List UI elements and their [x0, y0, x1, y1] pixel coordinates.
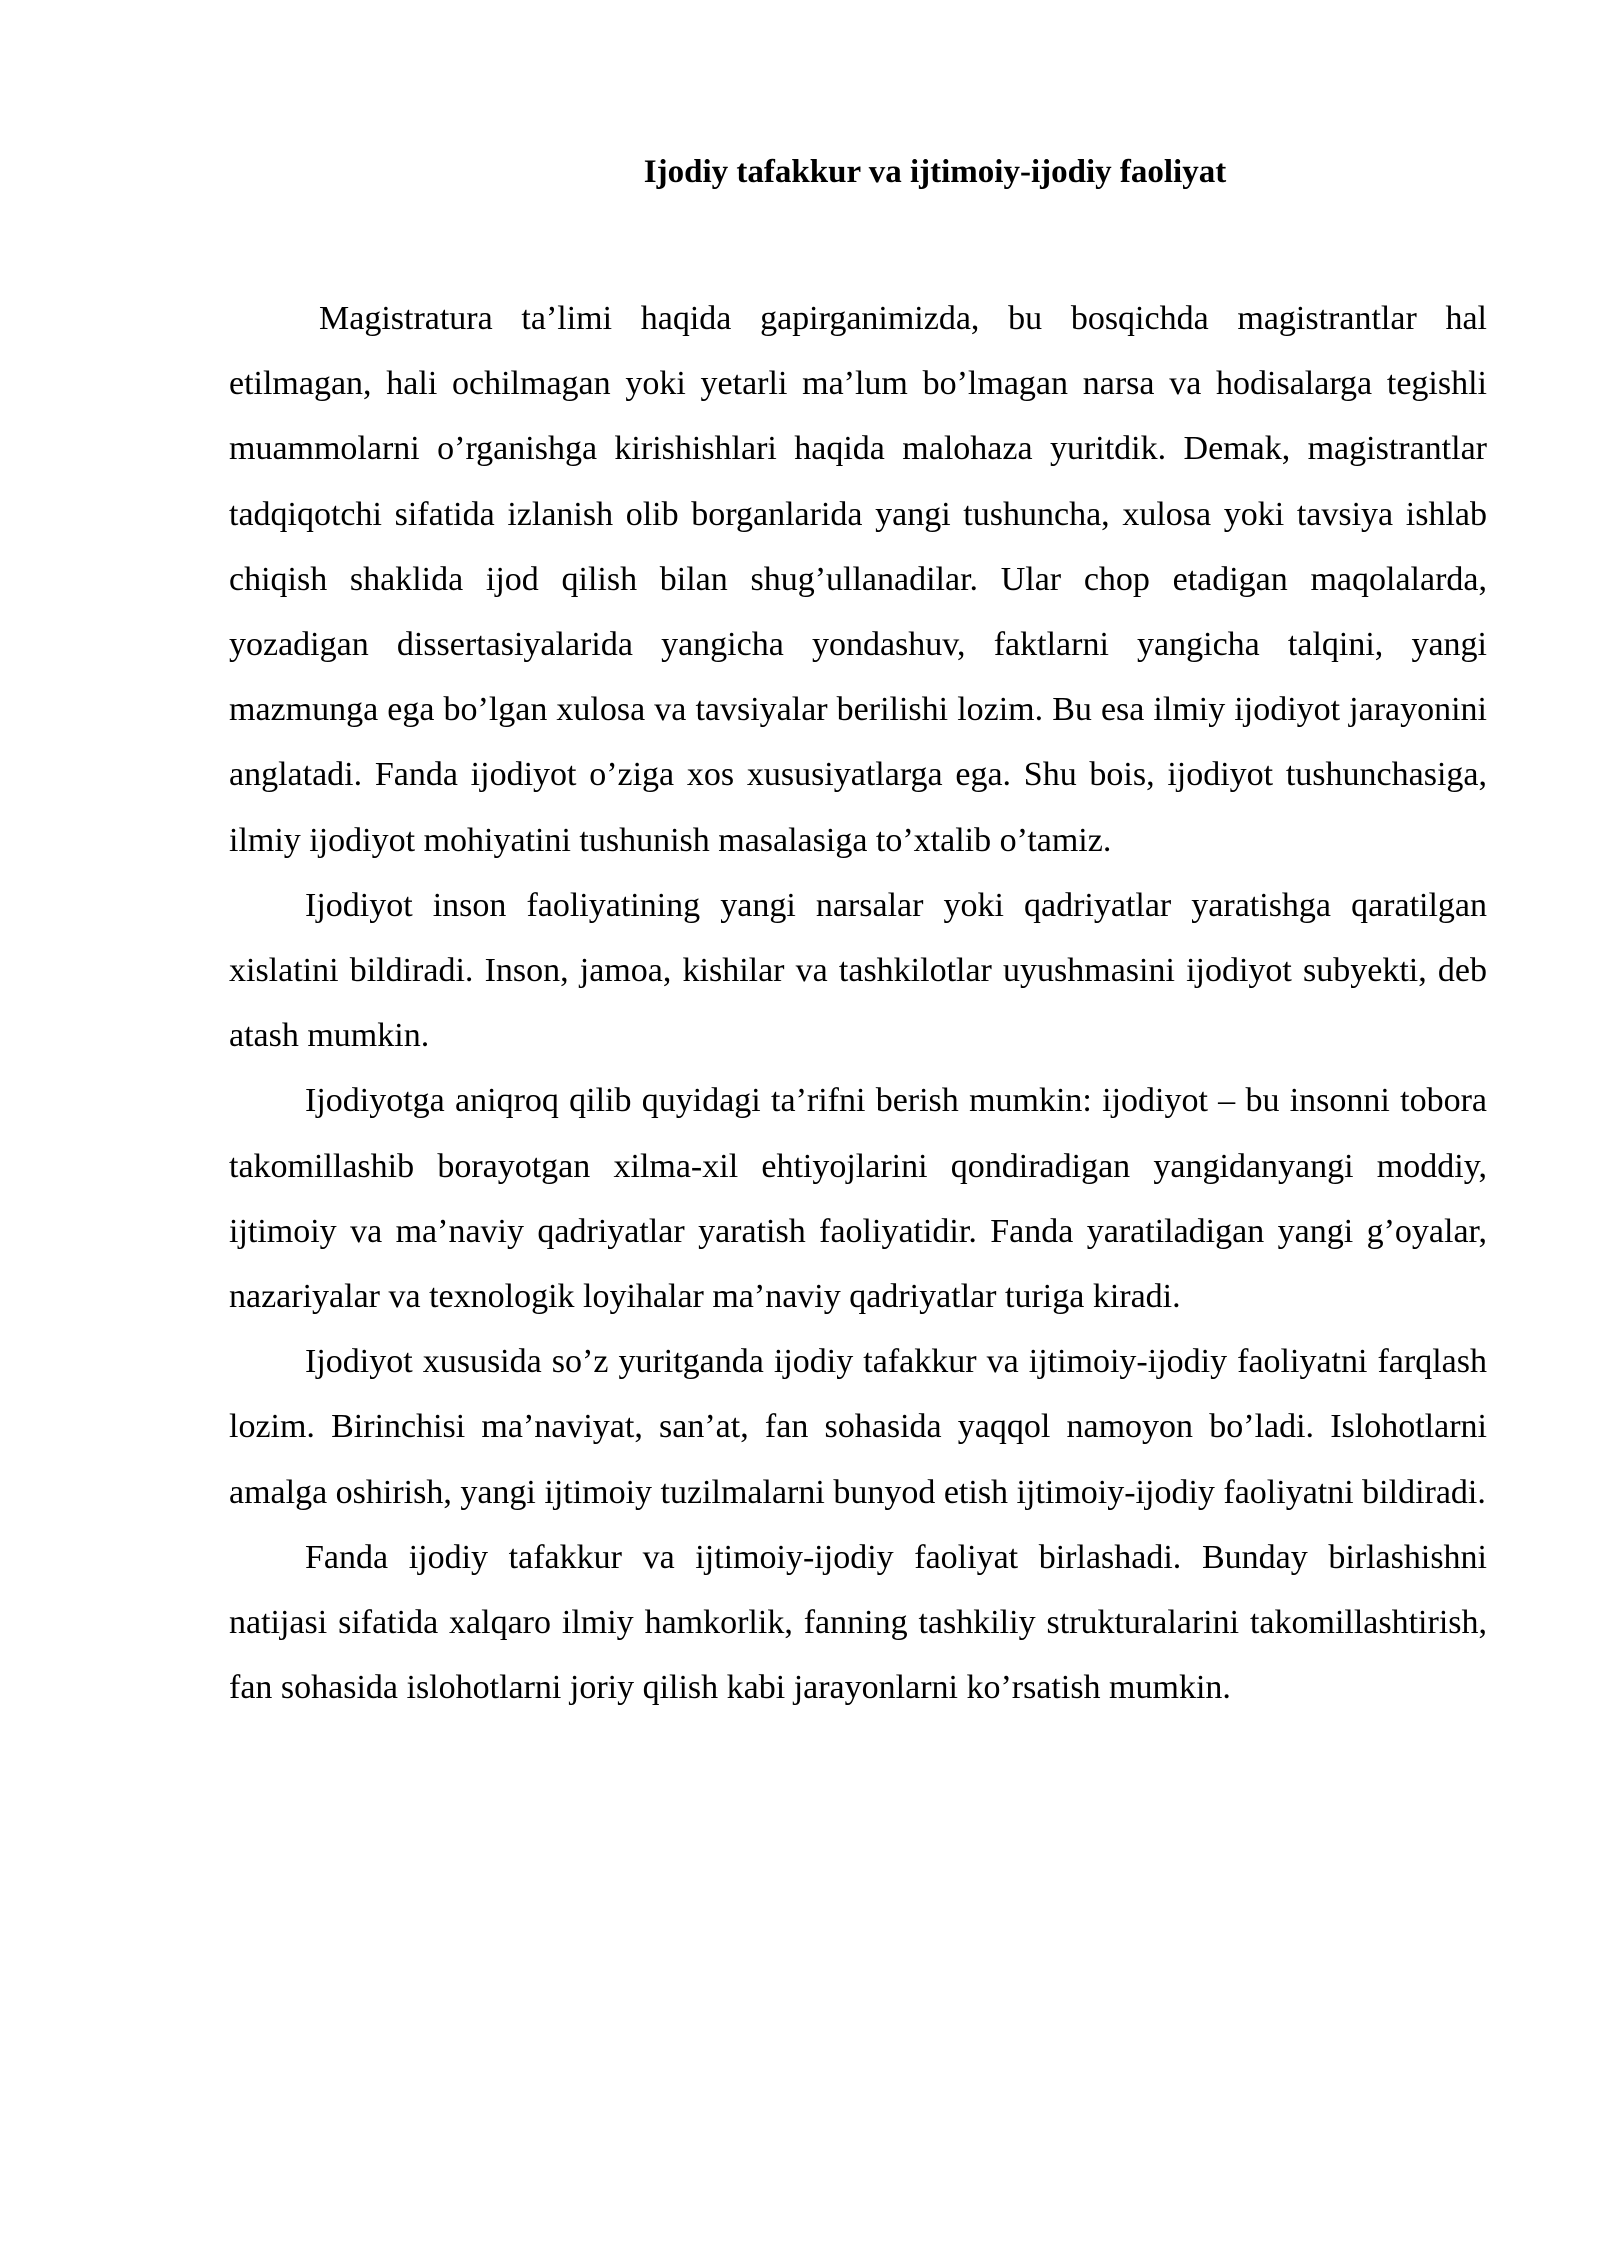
document-body [229, 286, 1487, 1720]
paragraph-1: Magistratura ta’limi haqida gapirganimizda, bu bosqichda magistrantlar hal etilmagan, hali ochilmagan yoki yetarli ma’lum bo’lmagan narsa va hodisalarga tegishli muammolarni o’rganishga kirishishlari haqida malohaza yuritdik. Demak, magistrantlar tadqiqotchi sifatida izlanish olib borganlarida yangi tushuncha, xulosa yoki tavsiya ishlab chiqish shaklida ijod qilish bilan shug’ullanadilar. Ular chop etadigan maqolalarda, yozadigan dissertasiyalarida yangicha yondashuv, faktlarni yangicha talqini, yangi mazmunga ega bo’lgan xulosa va tavsiyalar berilishi lozim. Bu esa ilmiy ijodiyot jarayonini anglatadi. Fanda ijodiyot o’ziga xos xususiyatlarga ega. Shu bois, ijodiyot tushunchasiga, ilmiy ijodiyot mohiyatini tushunish masalasiga to’xtalib o’tamiz. [229, 300, 1487, 859]
paragraph-5: Fanda ijodiy tafakkur va ijtimoiy-ijodiy faoliyat birlashadi. Bunday birlashishni natijasi sifatida xalqaro ilmiy hamkorlik, fanning tashkiliy strukturalarini takomillashtirish, fan sohasida islohotlarni joriy qilish kabi jarayonlarni ko’rsatish mumkin. [229, 1538, 1487, 1707]
paragraph-2: Ijodiyot inson faoliyatining yangi narsalar yoki qadriyatlar yaratishga qaratilgan xislatini bildiradi. Inson, jamoa, kishilar va tashkilotlar uyushmasini ijodiyot subyekti, deb atash mumkin. [229, 886, 1487, 1055]
paragraph-4: Ijodiyot xususida so’z yuritganda ijodiy tafakkur va ijtimoiy-ijodiy faoliyatni farqlash lozim. Birinchisi ma’naviyat, san’at, fan sohasida yaqqol namoyon bo’ladi. Islohotlarni amalga oshirish, yangi ijtimoiy tuzilmalarni bunyod etish ijtimoiy-ijodiy faoliyatni bildiradi. [229, 1343, 1487, 1511]
paragraph-3: Ijodiyotga aniqroq qilib quyidagi ta’rifni berish mumkin: ijodiyot – bu insonni tobora takomillashib borayotgan xilma-xil ehtiyojlarini qondiradigan yangidanyangi moddiy, ijtimoiy va ma’naviy qadriyatlar yaratish faoliyatidir. Fanda yaratiladigan yangi g’oyalar, nazariyalar va texnologik loyihalar ma’naviy qadriyatlar turiga kiradi. [229, 1082, 1487, 1316]
document-title: Ijodiy tafakkur va ijtimoiy-ijodiy faoliyat [643, 154, 1227, 190]
